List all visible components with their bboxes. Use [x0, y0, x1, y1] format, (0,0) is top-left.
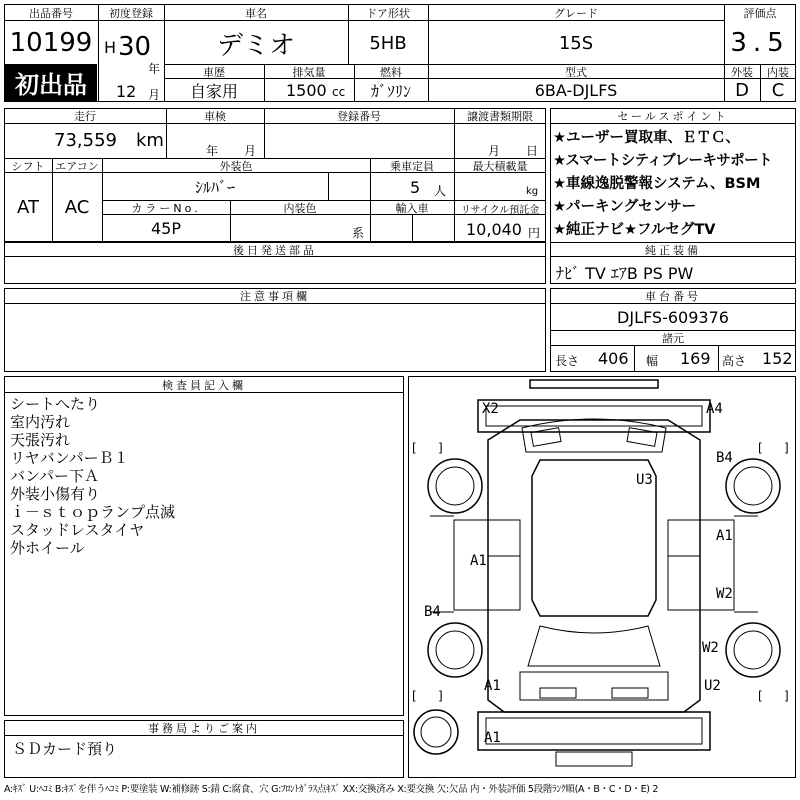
- mark-w2-right-lower: W2: [702, 640, 719, 656]
- door-label: ドア形状: [366, 7, 410, 20]
- mark-a1-bottom: A1: [484, 730, 501, 746]
- inspector-line: スタッドレスタイヤ: [10, 521, 145, 539]
- sales-point-item: ★スマートシティブレーキサポート: [553, 153, 772, 169]
- car-name: デミオ: [216, 30, 295, 61]
- equipment: ﾅﾋﾞ TV ｴｱB PS PW: [556, 264, 694, 283]
- mileage-label: 走行: [74, 110, 96, 123]
- inspection-label: 車検: [204, 110, 226, 123]
- transfer-label: 譲渡書類期限: [467, 110, 533, 123]
- shift-label: シフト: [11, 160, 45, 173]
- transfer-day-unit: 日: [526, 144, 539, 158]
- height: 152: [762, 349, 793, 368]
- ac-label: エアコン: [55, 160, 99, 173]
- svg-text:[: [: [412, 441, 417, 455]
- int-color-label: 内装色: [283, 202, 317, 215]
- recycle-unit: 円: [528, 226, 541, 240]
- displacement: 1500: [286, 81, 327, 100]
- mark-a1-left: A1: [470, 553, 487, 569]
- deferred-parts-label: 後日発送部品: [233, 244, 317, 257]
- reg-year: 30: [118, 32, 152, 62]
- reg-month-unit: 月: [148, 88, 161, 102]
- mileage: 73,559: [54, 130, 117, 151]
- interior-score-label: 内装: [767, 66, 789, 79]
- mark-a1-right: A1: [716, 528, 733, 544]
- capacity: 5: [410, 178, 421, 197]
- exterior-score: D: [735, 79, 749, 101]
- lot-number: 10199: [9, 28, 93, 58]
- svg-text:]: ]: [438, 689, 443, 703]
- ac: AC: [64, 196, 90, 218]
- model-label: 型式: [565, 66, 587, 79]
- sales-points-title: セールスポイント: [617, 110, 729, 123]
- grade-label: グレード: [554, 7, 598, 20]
- width: 169: [680, 349, 711, 368]
- chassis-title: 車台番号: [645, 290, 701, 303]
- capacity-unit: 人: [434, 184, 447, 198]
- lot-number-label: 出品番号: [29, 7, 73, 20]
- recycle-amount: 10,040: [466, 220, 522, 239]
- mark-a1-left-lower: A1: [484, 678, 501, 694]
- svg-text:]: ]: [784, 689, 789, 703]
- import-label: 輸入車: [395, 202, 429, 215]
- fuel-label: 燃料: [380, 66, 402, 79]
- plate-label: 登録番号: [337, 110, 381, 123]
- transfer-month-unit: 月: [488, 144, 501, 158]
- inspector-line: シートへたり: [10, 395, 101, 413]
- mark-b4-left: B4: [424, 604, 441, 620]
- width-label: 幅: [646, 354, 659, 368]
- inspector-line: バンパー下Ａ: [10, 467, 99, 485]
- inspector-line: 外装小傷有り: [10, 485, 101, 503]
- displacement-unit: cc: [332, 85, 346, 99]
- office-title: 事務局よりご案内: [148, 722, 260, 735]
- inspector-line: ｉ－ｓｔｏｐランプ点滅: [10, 503, 176, 521]
- chassis-number: DJLFS-609376: [617, 307, 729, 327]
- displacement-label: 排気量: [292, 66, 326, 79]
- inspector-line: 室内汚れ: [10, 413, 71, 431]
- length: 406: [598, 349, 629, 368]
- length-label: 長さ: [555, 354, 580, 368]
- inspector-line: リヤバンパーＢ１: [10, 449, 129, 467]
- svg-text:[: [: [412, 689, 417, 703]
- sales-point-item: ★パーキングセンサー: [553, 199, 697, 215]
- model: 6BA-DJLFS: [534, 80, 618, 100]
- mark-u2: U2: [704, 678, 721, 694]
- mark-u3: U3: [636, 472, 653, 488]
- mark-a4: A4: [706, 401, 723, 417]
- mark-w2-right-upper: W2: [716, 586, 733, 602]
- history: 自家用: [189, 81, 238, 101]
- recycle-label: リサイクル預託金: [460, 205, 540, 216]
- notes-title: 注意事項欄: [240, 290, 310, 303]
- dims-title: 諸元: [662, 332, 684, 345]
- sales-point-item: ★ユーザー買取車、ＥＴＣ、: [553, 130, 740, 146]
- era: H: [104, 38, 117, 57]
- first-listing-text: 初出品: [15, 71, 87, 99]
- inspector-line: 天張汚れ: [10, 431, 71, 449]
- reg-month: 12: [116, 82, 137, 101]
- mileage-unit: km: [136, 130, 164, 151]
- inspector-line: 外ホイール: [10, 539, 85, 557]
- svg-text:]: ]: [438, 441, 443, 455]
- svg-text:[: [: [758, 689, 763, 703]
- insp-year-unit: 年: [206, 144, 219, 158]
- int-color-unit: 系: [352, 226, 365, 240]
- interior-score: C: [771, 79, 785, 101]
- history-label: 車歴: [203, 66, 225, 79]
- color-no-label: カラーNo.: [131, 202, 201, 215]
- mark-x2: X2: [482, 401, 499, 417]
- insp-month-unit: 月: [244, 144, 257, 158]
- color-no: 45P: [150, 218, 181, 238]
- inspector-title: 検査員記入欄: [162, 379, 246, 392]
- equipment-title: 純正装備: [645, 244, 701, 257]
- reg-year-unit: 年: [148, 62, 161, 76]
- exterior-score-label: 外装: [731, 66, 753, 79]
- shift: AT: [17, 196, 39, 218]
- max-load-unit: kg: [526, 186, 539, 197]
- grade: 15S: [558, 32, 594, 54]
- sales-point-item: ★車線逸脱警報システム、BSM: [553, 176, 761, 192]
- car-name-label: 車名: [245, 7, 267, 20]
- office-note: ＳＤカード預り: [12, 740, 118, 758]
- height-label: 高さ: [722, 354, 747, 368]
- score: 3.5: [730, 28, 790, 58]
- max-load-label: 最大積載量: [472, 160, 528, 173]
- capacity-label: 乗車定員: [390, 160, 434, 173]
- score-label: 評価点: [743, 7, 777, 20]
- svg-text:[: [: [758, 441, 763, 455]
- first-reg-label: 初度登録: [109, 7, 153, 20]
- fuel: ｶﾞｿﾘﾝ: [370, 81, 411, 101]
- sales-point-item: ★純正ナビ★フルセグTV: [553, 222, 716, 238]
- door-type: 5HB: [369, 32, 407, 54]
- mark-b4-right: B4: [716, 450, 733, 466]
- ext-color: ｼﾙﾊﾞｰ: [194, 177, 235, 197]
- svg-text:]: ]: [784, 441, 789, 455]
- ext-color-label: 外装色: [219, 160, 253, 173]
- footer-legend: A:ｷｽﾞ U:ﾍｺﾐ B:ｷｽﾞを伴うﾍｺﾐ P:要塗装 W:補修跡 S:錆 C:腐食、穴 G:ﾌﾛﾝﾄｶﾞﾗｽ点ｷｽﾞ XX:交換済み X:要交換 欠:欠品 内・外装評価 5段階ﾗﾝｸ順(A・B・C・D・E) 2: [4, 784, 659, 795]
